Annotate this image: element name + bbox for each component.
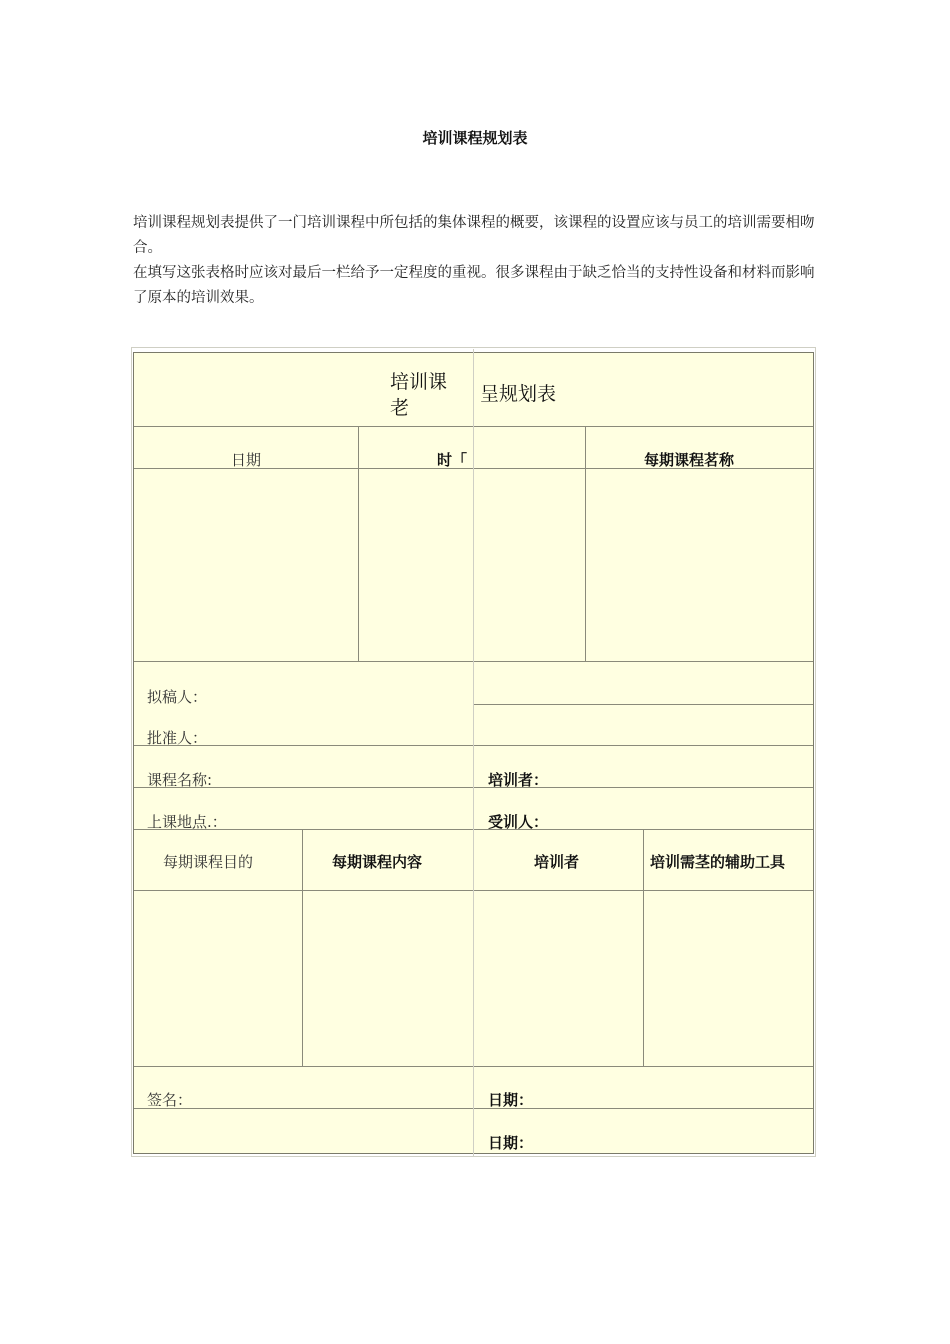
col-time-header: 时「 — [437, 451, 468, 469]
col-tools-header: 培训需茎的辅助工具 — [650, 853, 786, 871]
col-objective-header: 每期课程目的 — [163, 853, 254, 871]
location-label: 上课地点.： — [147, 813, 227, 831]
intro-paragraph-1: 培训课程规划表提供了一门培训课程中所包括的集体课程的概要，该课程的设置应该与员工的培训需要相吻合。 — [133, 215, 815, 256]
intro-text — [133, 211, 818, 311]
col-divider — [358, 426, 359, 661]
training-plan-form — [133, 352, 814, 1154]
form-header-left-bottom: 老 — [390, 397, 410, 419]
col-trainer-header: 培训者 — [534, 853, 580, 871]
course-name-label: 课程名称: — [147, 771, 213, 789]
date-label-2: 日期： — [488, 1134, 534, 1152]
form-header-right: 呈规划表 — [480, 383, 557, 405]
form-header-left-top: 培训课 — [390, 371, 448, 393]
col-course-name-header: 每期课程茗称 — [644, 451, 735, 469]
document-title: 培训课程规划表 — [422, 129, 528, 147]
col-content-header: 每期课程内容 — [332, 853, 423, 871]
row-divider — [474, 704, 813, 705]
date-label-1: 日期： — [488, 1091, 534, 1109]
intro-paragraph-2: 在填写这张表格时应该对最后一栏给予一定程度的重视。很多课程由于缺乏恰当的支持性设备和材料而影响了原本的培训效果。 — [133, 265, 815, 306]
signature-label: 签名： — [147, 1091, 193, 1109]
col-divider — [302, 829, 303, 1066]
approver-label: 批准人： — [147, 729, 208, 747]
col-date-header: 日期 — [231, 451, 262, 469]
drafter-label: 拟稿人： — [147, 688, 208, 706]
center-divider — [473, 349, 474, 1157]
trainer-label: 培训者： — [488, 771, 549, 789]
col-divider — [585, 426, 586, 661]
col-divider — [643, 829, 644, 1066]
trainee-label: 受训人： — [488, 813, 549, 831]
